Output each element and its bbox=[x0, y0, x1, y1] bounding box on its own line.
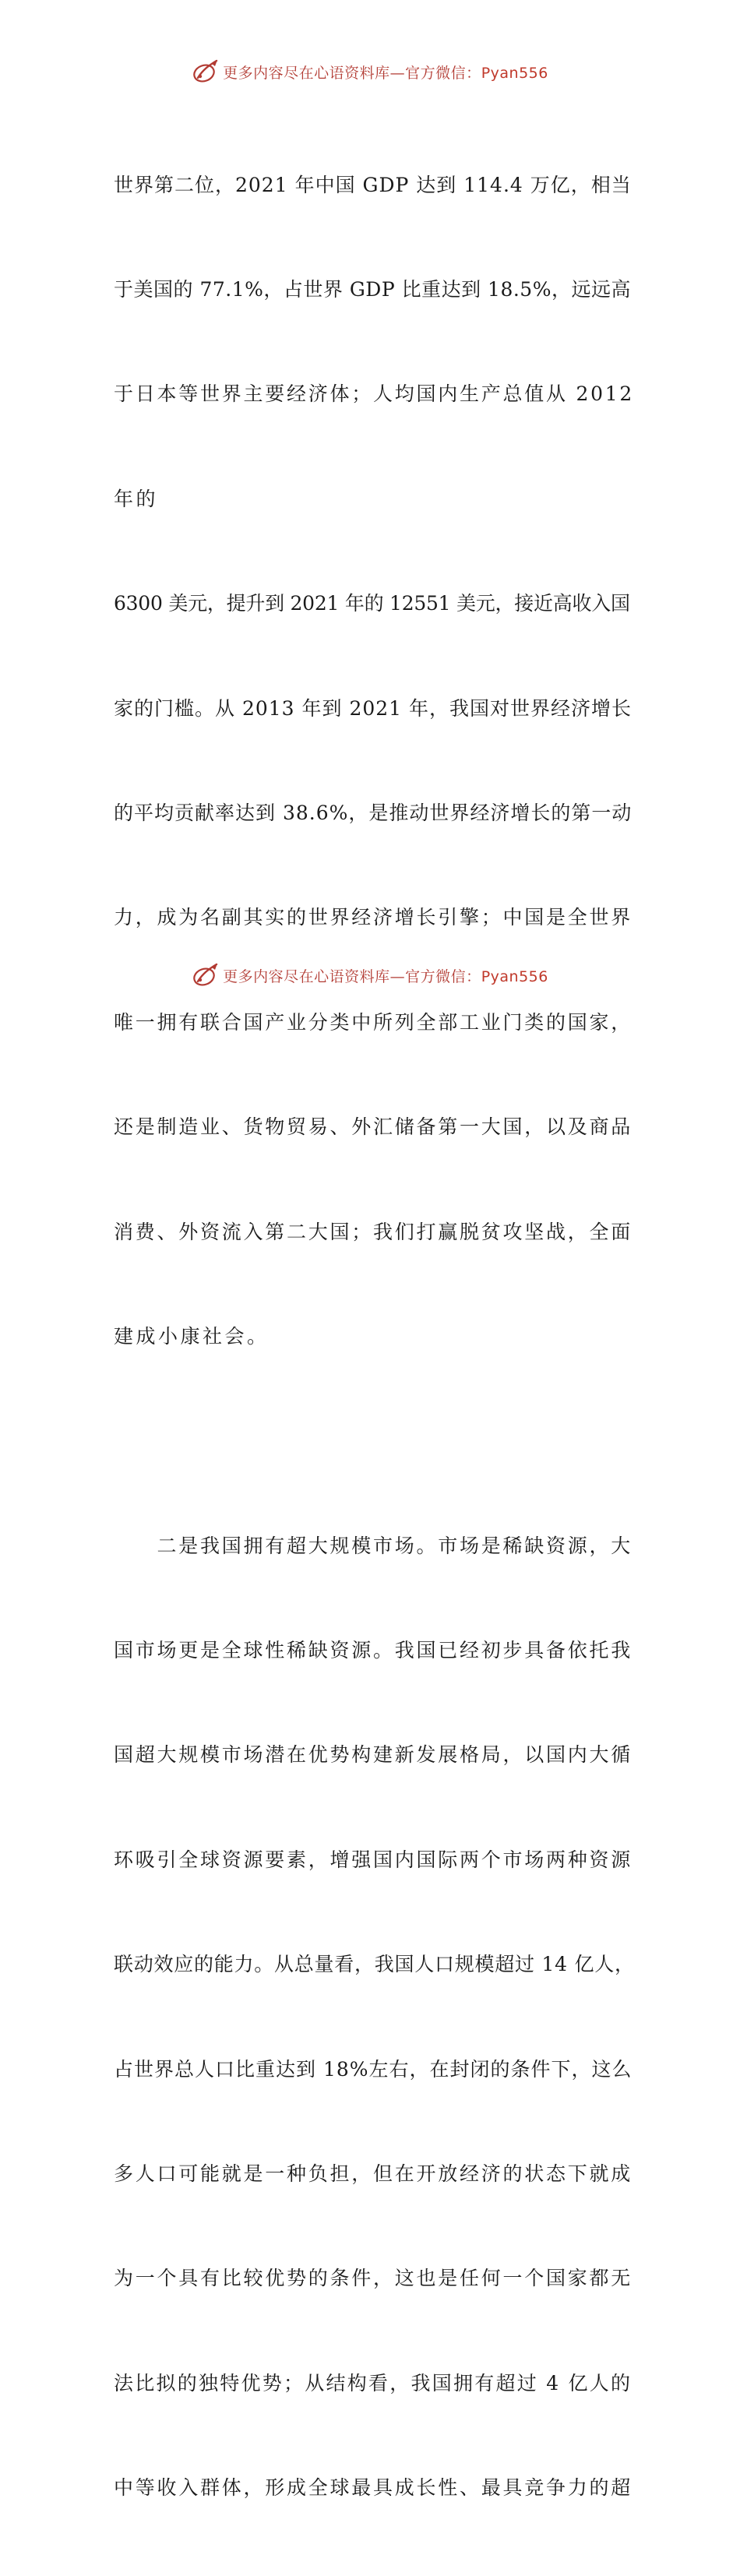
header-banner-main: 更多内容尽在心语资料库 bbox=[223, 64, 390, 82]
text-line: 力，成为名副其实的世界经济增长引擎；中国是全世界 bbox=[114, 906, 633, 929]
text-line: 建成小康社会。 bbox=[114, 1324, 270, 1348]
text-line: 国市场更是全球性稀缺资源。我国已经初步具备依托我 bbox=[114, 1639, 633, 1662]
footer-banner bbox=[0, 960, 740, 991]
text-line: 中等收入群体，形成全球最具成长性、最具竞争力的超 bbox=[114, 2476, 633, 2500]
pen-swirl-logo-icon bbox=[192, 58, 220, 86]
header-banner-dash: — bbox=[389, 64, 406, 82]
text-line: 多人口可能就是一种负担，但在开放经济的状态下就成 bbox=[114, 2162, 633, 2186]
text-line: 于美国的 77.1%，占世界 GDP 比重达到 18.5%，远远高 bbox=[114, 277, 631, 301]
footer-banner-label: 官方微信： bbox=[405, 967, 481, 985]
paragraph-2 bbox=[114, 1459, 636, 2576]
header-banner-label: 官方微信： bbox=[405, 64, 481, 82]
text-line: 家的门槛。从 2013 年到 2021 年，我国对世界经济增长 bbox=[114, 696, 633, 720]
pen-swirl-logo-icon bbox=[192, 961, 220, 989]
text-line: 世界第二位，2021 年中国 GDP 达到 114.4 万亿，相当 bbox=[114, 173, 632, 196]
text-line: 占世界总人口比重达到 18%左右，在封闭的条件下，这么 bbox=[114, 2057, 633, 2081]
text-line: 法比拟的独特优势；从结构看，我国拥有超过 4 亿人的 bbox=[114, 2371, 633, 2395]
text-line: 二是我国拥有超大规模市场。市场是稀缺资源，大 bbox=[114, 1534, 633, 1557]
footer-banner-dash: — bbox=[389, 967, 406, 985]
text-line: 唯一拥有联合国产业分类中所列全部工业门类的国家， bbox=[114, 1010, 633, 1034]
text-line: 为一个具有比较优势的条件，这也是任何一个国家都无 bbox=[114, 2267, 633, 2290]
text-line: 国超大规模市场潜在优势构建新发展格局，以国内大循 bbox=[114, 1743, 633, 1767]
text-line: 联动效应的能力。从总量看，我国人口规模超过 14 亿人， bbox=[114, 1953, 635, 1976]
footer-banner-main: 更多内容尽在心语资料库 bbox=[223, 967, 390, 985]
paragraph-gap bbox=[114, 1424, 636, 1459]
header-banner bbox=[0, 56, 740, 87]
document-body bbox=[114, 98, 636, 2576]
text-line: 还是制造业、货物贸易、外汇储备第一大国，以及商品 bbox=[114, 1115, 633, 1139]
text-line: 的平均贡献率达到 38.6%，是推动世界经济增长的第一动 bbox=[114, 801, 633, 824]
footer-banner-text bbox=[223, 965, 548, 986]
text-line: 年的 bbox=[114, 487, 159, 510]
header-wechat-id: Pyan556 bbox=[481, 64, 548, 82]
text-line: 6300 美元，提升到 2021 年的 12551 美元，接近高收入国 bbox=[114, 592, 630, 615]
footer-wechat-id: Pyan556 bbox=[481, 967, 548, 985]
text-line: 消费、外资流入第二大国；我们打赢脱贫攻坚战，全面 bbox=[114, 1220, 633, 1243]
paragraph-1 bbox=[114, 98, 636, 1424]
text-line: 环吸引全球资源要素，增强国内国际两个市场两种资源 bbox=[114, 1848, 633, 1871]
header-banner-text bbox=[223, 62, 548, 83]
text-line: 于日本等世界主要经济体；人均国内生产总值从 2012 bbox=[114, 382, 635, 406]
